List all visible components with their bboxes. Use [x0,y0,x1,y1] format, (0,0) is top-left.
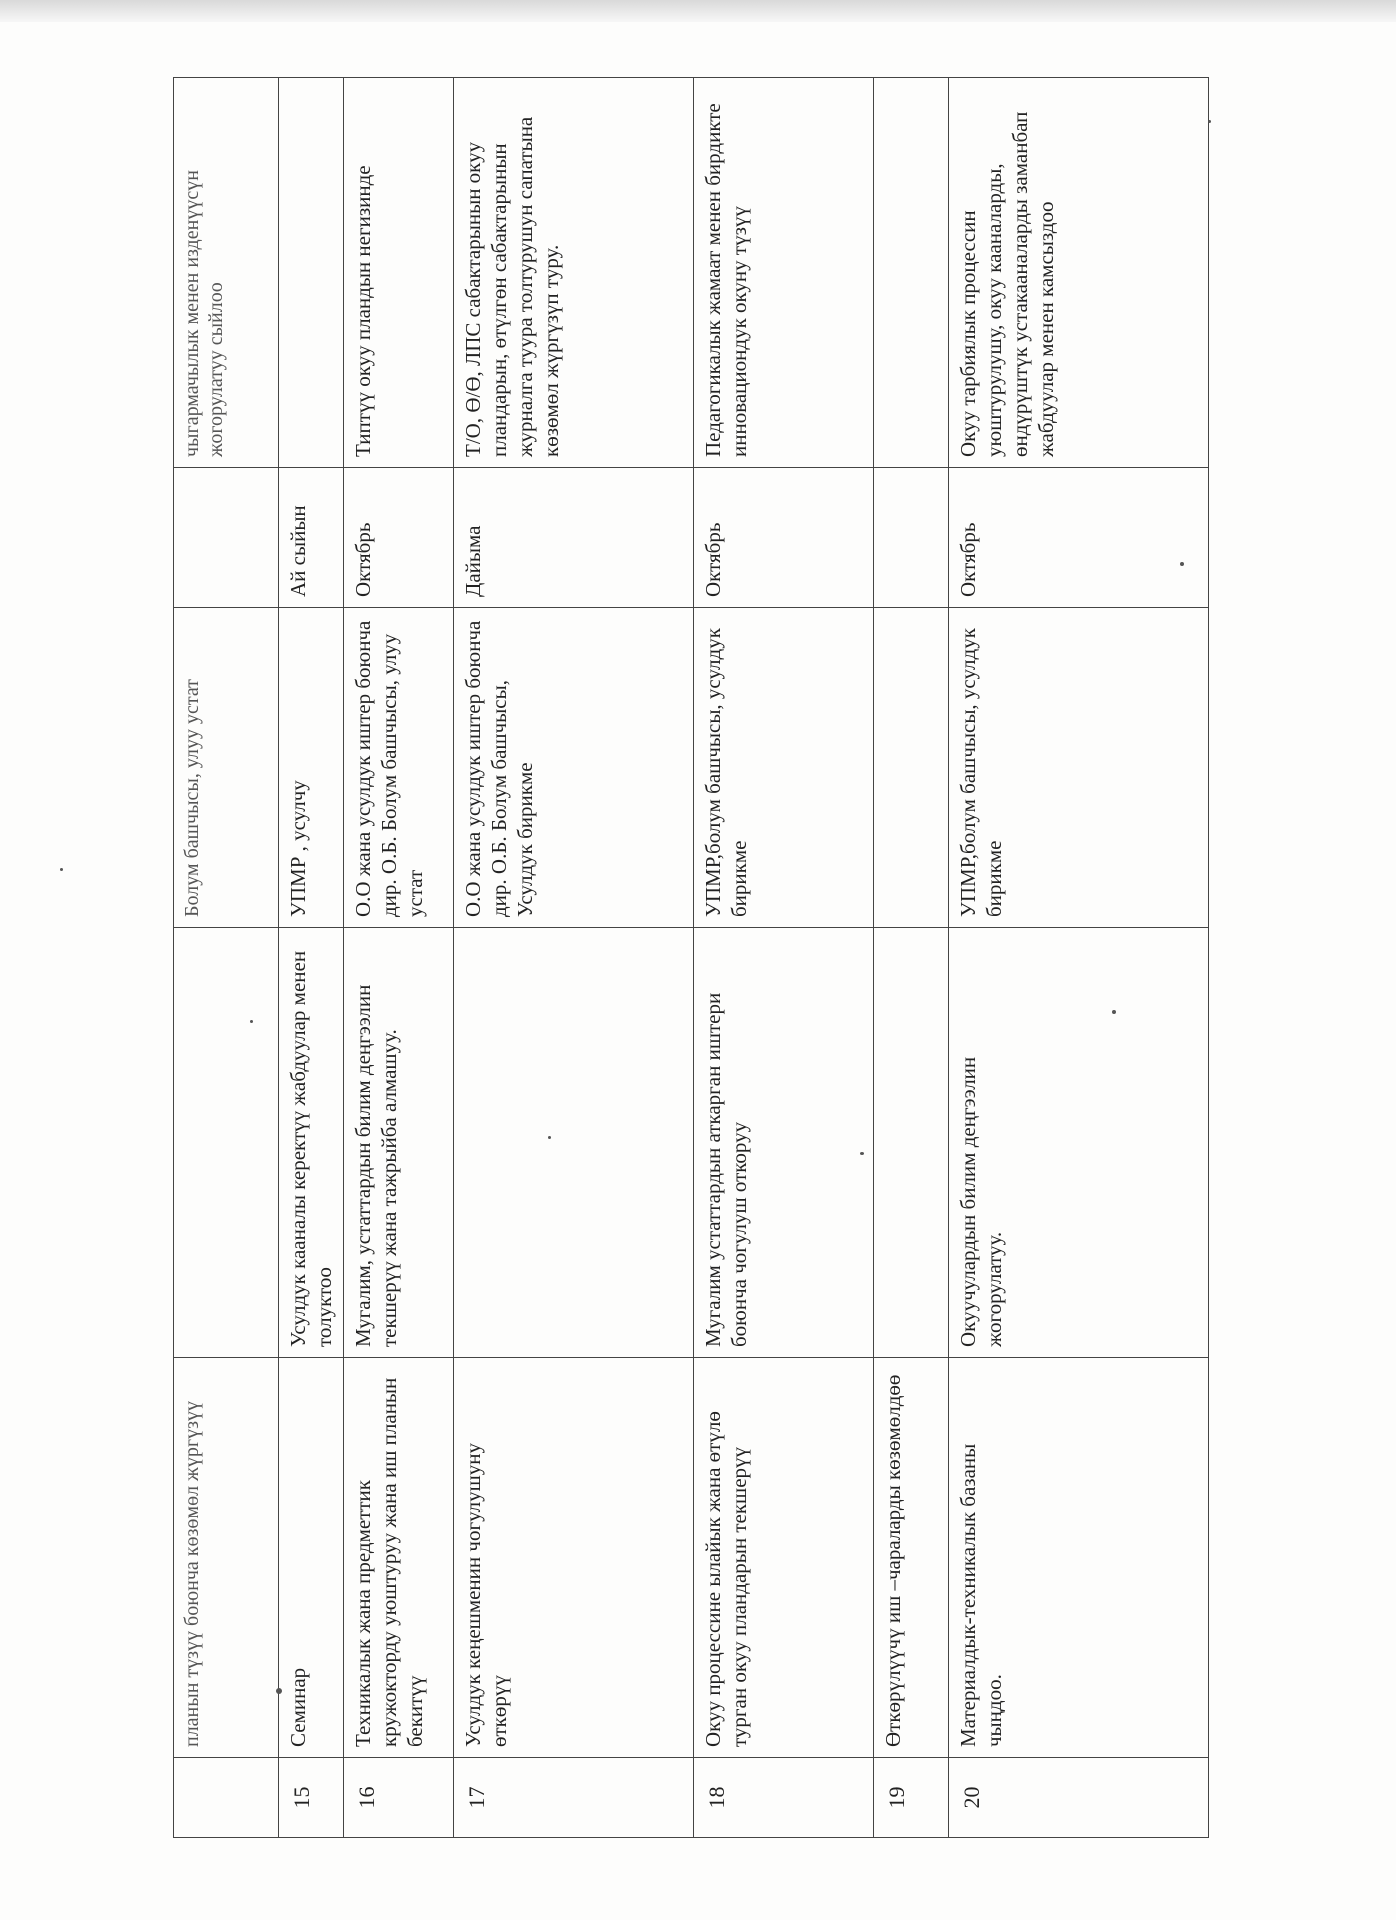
row-content: Усулдук кааналы керектүү жабдуулар менен толуктоо [279,928,344,1358]
row-task: Материалдык-техникалык базаны чыңдоо. [949,1358,1209,1758]
row-deadline [874,468,949,608]
scan-speck [250,1020,253,1023]
row-result: Т/О, Ө/Ө, ЛПС сабактарынын окуу пландарын, өтүлгөн сабактарынын журналга туура толтурушун сапатына көзөмөл жүргүзүп туру. [454,78,694,468]
header-result: чыгармачылык менен изденүүсүн жогорулатуу сыйлоо [174,78,279,468]
row-responsible: О.О жана усулдук иштер боюнча дир. О.Б. Болум башчысы, улуу устат [344,608,454,928]
row-responsible: УПМР,болум башчысы, усулдук бирикме [949,608,1209,928]
row-deadline: Октябрь [694,468,874,608]
row-responsible: УПМР,болум башчысы, усулдук бирикме [694,608,874,928]
row-num: 19 [874,1758,949,1838]
row-responsible [874,608,949,928]
row-num: 17 [454,1758,694,1838]
row-content [874,928,949,1358]
scan-speck [1208,120,1211,123]
table-row [344,78,454,1838]
row-result [279,78,344,468]
row-num: 15 [279,1758,344,1838]
scan-speck [276,1688,282,1694]
plan-table [173,77,1209,1838]
table-row [949,78,1209,1838]
row-task: Техникалык жана предметтик кружокторду уюштуруу жана иш планын бекитүү [344,1358,454,1758]
row-num: 18 [694,1758,874,1838]
scan-speck [1112,1010,1116,1014]
scan-speck [860,1152,864,1155]
table-row [454,78,694,1838]
scan-edge [0,0,1396,22]
row-content: Окуучулардын билим деңгээлин жогорулатуу. [949,928,1209,1358]
row-num: 20 [949,1758,1209,1838]
row-responsible: О.О жана усулдук иштер боюнча дир. О.Б. Болум башчысы, Усулдук бирикме [454,608,694,928]
header-content [174,928,279,1358]
row-num: 16 [344,1758,454,1838]
table-header-row [174,78,279,1838]
table-row [694,78,874,1838]
scan-speck [60,868,63,871]
row-deadline: Дайыма [454,468,694,608]
scan-speck [1180,562,1184,566]
table-row [874,78,949,1838]
row-task: Семинар [279,1358,344,1758]
row-task: Усулдук кеңешменин чогулушуну өткөрүү [454,1358,694,1758]
row-task: Өткөрүлүүчү иш –чараларды көзөмөлдөө [874,1358,949,1758]
row-content: Мугалим, устаттардын билим деңгээлин текшерүү жана тажрыйба алмашуу. [344,928,454,1358]
row-deadline: Октябрь [344,468,454,608]
row-deadline: Октябрь [949,468,1209,608]
row-deadline: Ай сыйын [279,468,344,608]
scan-speck [548,1136,551,1139]
header-task: планын түзүү боюнча көзөмөл жүргүзүү [174,1358,279,1758]
rotated-table-wrapper [173,78,1203,1838]
row-result: Окуу тарбиялык процессин уюштурулушу, окуу кааналарды, өндүрүштүк устакааналарды заманбап жабдуулар менен камсыздоо [949,78,1209,468]
header-deadline [174,468,279,608]
row-result: Типтүү окуу пландын негизинде [344,78,454,468]
row-content [454,928,694,1358]
row-result [874,78,949,468]
row-task: Окуу процессине ылайык жана өтүлө турган окуу пландарын текшерүү [694,1358,874,1758]
row-content: Мугалим устаттардын аткарган иштери боюнча чогулуш откоруу [694,928,874,1358]
table-row [279,78,344,1838]
header-responsible: Болум башчысы, улуу устат [174,608,279,928]
row-result: Педагогикалык жамаат менен бирдикте инновациондук окуну түзүү [694,78,874,468]
row-responsible: УПМР , усулчу [279,608,344,928]
header-num [174,1758,279,1838]
